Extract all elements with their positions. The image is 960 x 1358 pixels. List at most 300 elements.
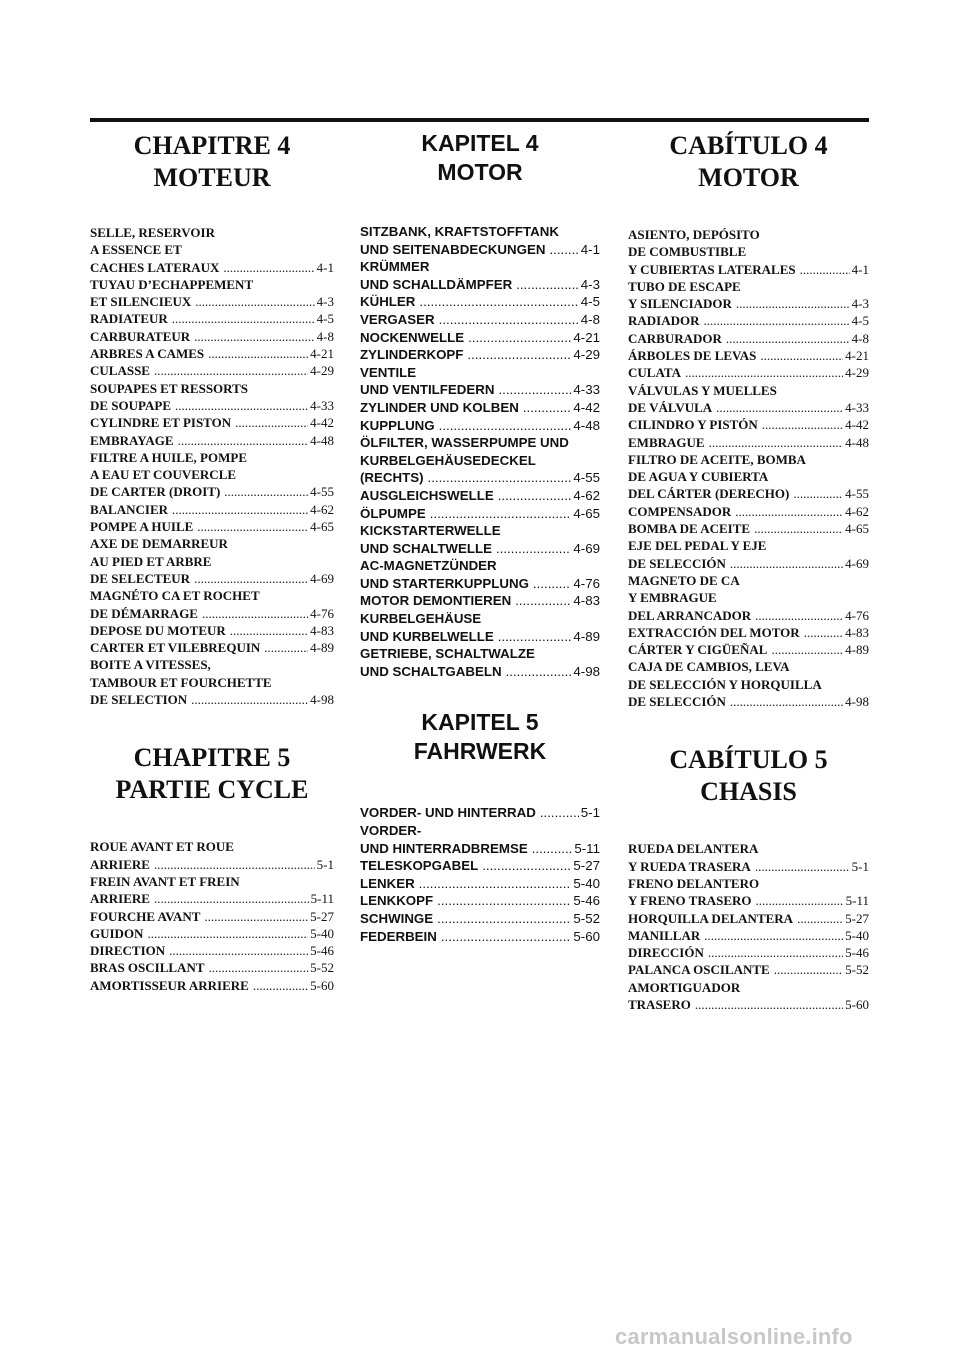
toc-entry-row	[628, 330, 869, 347]
dot-leader	[735, 503, 843, 520]
toc-entry[interactable]	[90, 224, 334, 276]
toc-entry-title-line: DIRECTION	[90, 943, 166, 959]
watermark-text: carmanualsonline.info	[615, 1324, 853, 1349]
dot-leader	[154, 890, 309, 907]
dot-leader	[209, 959, 309, 976]
toc-entry-page: 4-98	[845, 694, 869, 710]
column-spanish	[628, 124, 869, 1013]
toc-entry-page: 5-1	[580, 805, 600, 821]
toc-entry-page: 5-52	[845, 962, 869, 978]
toc-entry[interactable]	[90, 587, 334, 622]
toc-entry[interactable]	[90, 977, 334, 994]
toc-entry[interactable]	[90, 362, 334, 379]
toc-entry-title-line: RADIADOR	[628, 313, 700, 329]
dot-leader	[774, 961, 843, 978]
toc-entry[interactable]	[90, 535, 334, 587]
toc-entry-page: 4-76	[573, 575, 600, 591]
dot-leader	[194, 328, 315, 345]
toc-entry-row	[90, 925, 334, 942]
dot-leader	[437, 910, 571, 928]
toc-entry-page: 5-27	[573, 858, 600, 874]
toc-entry-title-line: (RECHTS)	[360, 470, 424, 486]
toc-entry-row	[628, 416, 869, 433]
toc-entry-page: 5-60	[310, 977, 334, 993]
toc-entry-row	[90, 259, 334, 276]
toc-entry-row	[360, 505, 600, 523]
toc-entry-title-line: DIRECCIÓN	[628, 945, 704, 961]
toc-entry-row	[90, 518, 334, 535]
toc-entry-page: 5-27	[310, 908, 334, 924]
toc-entry-title-line: ARBRES A CAMES	[90, 346, 205, 362]
toc-entry-page: 4-55	[845, 486, 869, 502]
dot-leader	[235, 414, 308, 431]
chapter-subtitle: PARTIE CYCLE	[115, 775, 309, 805]
chapter-title: KAPITEL 4	[421, 130, 539, 156]
toc-entry-row	[90, 414, 334, 431]
toc-entry-page: 4-69	[310, 570, 334, 586]
toc-entry-title-line: FILTRO DE ACEITE, BOMBA	[628, 451, 806, 467]
toc-entry-row	[90, 959, 334, 976]
toc-entry-title-line: SITZBANK, KRAFTSTOFFTANK	[360, 224, 559, 239]
toc-entry-title-line: CILINDRO Y PISTÓN	[628, 417, 758, 433]
toc-entry[interactable]	[360, 928, 600, 946]
toc-entry[interactable]	[628, 382, 869, 417]
toc-entry-row	[360, 346, 600, 364]
toc-entry[interactable]	[360, 892, 600, 910]
toc-entry[interactable]	[360, 364, 600, 399]
toc-entry-page: 4-69	[845, 555, 869, 571]
toc-entry[interactable]	[360, 399, 600, 417]
toc-entry[interactable]	[360, 505, 600, 523]
toc-entry[interactable]	[90, 959, 334, 976]
toc-entry[interactable]	[628, 312, 869, 329]
top-rule	[90, 118, 869, 122]
toc-entry-row	[628, 858, 869, 875]
toc-entry-title-line: ROUE AVANT ET ROUE	[90, 839, 234, 855]
toc-entry[interactable]	[90, 276, 334, 311]
toc-entry-row	[628, 364, 869, 381]
toc-entry-title-line: SELLE, RESERVOIR	[90, 225, 215, 240]
toc-entry-title-line: RUEDA DELANTERA	[628, 841, 759, 857]
dot-leader	[419, 293, 578, 311]
dot-leader	[264, 639, 308, 656]
toc-entry[interactable]	[628, 537, 869, 572]
toc-entry-row	[628, 503, 869, 520]
toc-entry-title-line: FRENO DELANTERO	[628, 875, 760, 891]
toc-entry-page: 4-62	[310, 501, 334, 517]
toc-list	[360, 223, 600, 680]
toc-entry[interactable]	[360, 875, 600, 893]
toc-entry-title-line: BRAS OSCILLANT	[90, 960, 205, 976]
toc-entry-row	[628, 641, 869, 658]
dot-leader	[515, 592, 571, 610]
dot-leader	[147, 925, 308, 942]
dot-leader	[202, 605, 308, 622]
chapter-heading	[90, 742, 334, 806]
toc-entry-title-line: DE VÁLVULA	[628, 399, 713, 415]
toc-entry-title-line: ARRIERE	[90, 856, 150, 872]
toc-entry[interactable]	[360, 610, 600, 645]
toc-entry-row	[628, 961, 869, 978]
toc-entry[interactable]	[628, 927, 869, 944]
toc-entry[interactable]	[628, 641, 869, 658]
toc-entry-page: 4-21	[310, 346, 334, 362]
toc-entry-title-line: DE COMBUSTIBLE	[628, 244, 747, 260]
toc-entry[interactable]	[90, 432, 334, 449]
toc-entry-row	[360, 293, 600, 311]
toc-entry[interactable]	[360, 329, 600, 347]
chapter-subtitle: MOTOR	[698, 163, 799, 192]
toc-entry[interactable]	[360, 434, 600, 487]
toc-entry-page: 4-69	[573, 540, 600, 556]
toc-entry-row	[90, 691, 334, 708]
dot-leader	[172, 501, 308, 518]
toc-entry[interactable]	[628, 416, 869, 433]
toc-entry-row	[628, 996, 869, 1013]
toc-entry-row	[628, 312, 869, 329]
toc-entry-row	[90, 483, 334, 500]
toc-entry-row	[360, 540, 600, 558]
toc-entry-row	[360, 840, 600, 858]
toc-entry-page: 4-21	[845, 348, 869, 364]
toc-entry-page: 4-76	[845, 607, 869, 623]
toc-entry[interactable]	[90, 380, 334, 415]
dot-leader	[730, 555, 843, 572]
toc-entry[interactable]	[628, 979, 869, 1014]
toc-entry-title-line: DE CARTER (DROIT)	[90, 484, 221, 500]
toc-entry-page: 4-29	[845, 365, 869, 381]
toc-entry-title-line: KUPPLUNG	[360, 417, 435, 433]
toc-entry-row	[628, 485, 869, 502]
toc-entry-row	[90, 328, 334, 345]
toc-entry-page: 4-83	[310, 622, 334, 638]
dot-leader	[175, 397, 308, 414]
toc-entry-title-line: KÜHLER	[360, 294, 416, 310]
toc-entry-title-line: DEPOSE DU MOTEUR	[90, 622, 226, 638]
toc-entry[interactable]	[90, 310, 334, 327]
toc-entry[interactable]	[360, 417, 600, 435]
toc-entry-row	[360, 892, 600, 910]
toc-entry-page: 4-65	[573, 505, 600, 521]
toc-entry-row	[360, 311, 600, 329]
toc-entry-title-line: EMBRAYAGE	[90, 432, 174, 448]
toc-entry-row	[90, 310, 334, 327]
toc-entry[interactable]	[90, 639, 334, 656]
dot-leader	[756, 892, 844, 909]
toc-entry-title-line: TRASERO	[628, 996, 691, 1012]
chapter-heading	[360, 708, 600, 766]
toc-entry-title-line: ZYLINDER UND KOLBEN	[360, 399, 519, 415]
toc-entry-title-line: VERGASER	[360, 311, 435, 327]
toc-entry-row	[360, 399, 600, 417]
toc-entry-title-line: Y EMBRAGUE	[628, 590, 717, 606]
toc-entry[interactable]	[628, 658, 869, 710]
toc-entry[interactable]	[360, 557, 600, 592]
toc-entry[interactable]	[360, 804, 600, 822]
dot-leader	[793, 485, 843, 502]
dot-leader	[204, 908, 308, 925]
toc-entry-page: 4-48	[573, 417, 600, 433]
dot-leader	[695, 996, 843, 1013]
toc-entry-page: 5-46	[573, 893, 600, 909]
dot-leader	[736, 295, 850, 312]
toc-entry-row	[90, 432, 334, 449]
toc-entry-title-line: DE AGUA Y CUBIERTA	[628, 469, 769, 485]
toc-entry-title-line: DEL ARRANCADOR	[628, 607, 752, 623]
toc-entry[interactable]	[628, 503, 869, 520]
toc-entry-row	[90, 362, 334, 379]
toc-entry[interactable]	[90, 345, 334, 362]
toc-entry-title-line: UND HINTERRADBREMSE	[360, 840, 528, 856]
toc-entry-title-line: KRÜMMER	[360, 259, 430, 275]
chapter-title: CHAPITRE 4	[133, 131, 291, 160]
dot-leader	[762, 416, 843, 433]
toc-entry-row	[628, 434, 869, 451]
dot-leader	[178, 432, 309, 449]
toc-entry-title-line: Y SILENCIADOR	[628, 296, 732, 312]
toc-entry-title-line: KURBELGEHÄUSE	[360, 611, 482, 627]
toc-entry-title-line: CAJA DE CAMBIOS, LEVA	[628, 659, 790, 675]
toc-entry[interactable]	[360, 346, 600, 364]
dot-leader	[516, 276, 579, 294]
toc-entry-title-line: UND VENTILFEDERN	[360, 382, 495, 398]
dot-leader	[549, 241, 578, 259]
toc-entry[interactable]	[628, 226, 869, 278]
toc-entry[interactable]	[628, 961, 869, 978]
chapter-subtitle: CHASIS	[700, 777, 797, 807]
toc-entry[interactable]	[628, 624, 869, 641]
toc-entry-title-line: NOCKENWELLE	[360, 329, 465, 345]
toc-entry-title-line: POMPE A HUILE	[90, 519, 194, 535]
toc-entry-row	[90, 501, 334, 518]
toc-entry-row	[628, 910, 869, 927]
toc-entry-page: 5-1	[851, 858, 869, 874]
dot-leader	[498, 628, 572, 646]
toc-entry-row	[360, 276, 600, 294]
toc-entry[interactable]	[628, 520, 869, 537]
toc-entry-row	[360, 469, 600, 487]
toc-entry[interactable]	[90, 622, 334, 639]
toc-entry[interactable]	[90, 908, 334, 925]
dot-leader	[523, 399, 572, 417]
toc-entry[interactable]	[90, 873, 334, 908]
toc-entry-row	[628, 261, 869, 278]
toc-entry-page: 4-89	[845, 642, 869, 658]
toc-entry-row	[90, 942, 334, 959]
dot-leader	[716, 399, 843, 416]
dot-leader	[468, 329, 571, 347]
toc-entry[interactable]	[628, 434, 869, 451]
toc-entry[interactable]	[90, 518, 334, 535]
toc-entry-title-line: VORDER-	[360, 823, 422, 839]
toc-entry-page: 4-42	[310, 415, 334, 431]
chapter-heading	[360, 129, 600, 187]
toc-entry-title-line: MAGNETO DE CA	[628, 572, 740, 588]
toc-entry-title-line: FILTRE A HUILE, POMPE	[90, 449, 247, 465]
dot-leader	[230, 622, 308, 639]
toc-entry-title-line: A EAU ET COUVERCLE	[90, 467, 237, 483]
toc-entry-page: 4-98	[310, 692, 334, 708]
toc-entry[interactable]	[628, 364, 869, 381]
toc-entry[interactable]	[628, 451, 869, 503]
dot-leader	[419, 875, 572, 893]
toc-entry-row	[90, 570, 334, 587]
toc-entry-page: 4-21	[573, 329, 600, 345]
toc-entry-row	[360, 875, 600, 893]
toc-entry-page: 5-11	[310, 891, 334, 907]
toc-entry-page: 4-3	[316, 294, 334, 310]
toc-entry[interactable]	[90, 449, 334, 501]
toc-entry-title-line: Y FRENO TRASERO	[628, 893, 752, 909]
toc-entry-title-line: FEDERBEIN	[360, 928, 437, 944]
toc-entry[interactable]	[90, 838, 334, 873]
chapter-subtitle: MOTOR	[437, 159, 523, 185]
toc-entry-row	[360, 928, 600, 946]
toc-entry-title-line: FOURCHE AVANT	[90, 908, 201, 924]
toc-entry-row	[360, 857, 600, 875]
toc-entry-title-line: SCHWINGE	[360, 911, 434, 926]
toc-entry-title-line: UND KURBELWELLE	[360, 628, 494, 644]
toc-entry[interactable]	[360, 822, 600, 857]
dot-leader	[754, 520, 843, 537]
toc-entry-title-line: CYLINDRE ET PISTON	[90, 415, 232, 431]
dot-leader	[496, 540, 571, 558]
toc-entry[interactable]	[628, 278, 869, 313]
toc-entry-title-line: GETRIEBE, SCHALTWALZE	[360, 646, 535, 662]
toc-entry[interactable]	[628, 572, 869, 624]
dot-leader	[208, 345, 308, 362]
chapter-heading	[628, 130, 869, 194]
toc-entry-row	[628, 555, 869, 572]
toc-entry-page: 5-11	[845, 893, 869, 909]
toc-entry-row	[90, 639, 334, 656]
toc-entry-row	[90, 908, 334, 925]
toc-entry-page: 4-48	[845, 434, 869, 450]
toc-entry-row	[360, 628, 600, 646]
toc-entry-row	[628, 944, 869, 961]
toc-entry-page: 5-40	[845, 927, 869, 943]
dot-leader	[708, 944, 843, 961]
toc-entry-page: 4-29	[310, 363, 334, 379]
toc-entry-title-line: EXTRACCIÓN DEL MOTOR	[628, 624, 800, 640]
chapter-heading	[90, 130, 334, 194]
toc-entry[interactable]	[360, 645, 600, 680]
toc-entry[interactable]	[360, 910, 600, 928]
toc-entry-title-line: CULASSE	[90, 363, 150, 379]
toc-entry[interactable]	[90, 942, 334, 959]
toc-entry[interactable]	[360, 223, 600, 258]
dot-leader	[191, 691, 308, 708]
toc-entry[interactable]	[628, 910, 869, 927]
toc-entry[interactable]	[90, 656, 334, 708]
dot-leader	[197, 518, 308, 535]
toc-entry[interactable]	[628, 840, 869, 875]
chapter-title: KAPITEL 5	[421, 709, 539, 736]
toc-entry-row	[628, 399, 869, 416]
toc-entry-title-line: EMBRAGUE	[628, 434, 705, 450]
dot-leader	[195, 293, 314, 310]
toc-entry-title-line: CARTER ET VILEBREQUIN	[90, 640, 261, 656]
toc-entry-page: 5-46	[310, 943, 334, 959]
toc-entry[interactable]	[360, 522, 600, 557]
toc-entry-title-line: Y RUEDA TRASERA	[628, 858, 751, 874]
dot-leader	[730, 693, 843, 710]
toc-entry-row	[90, 397, 334, 414]
toc-entry[interactable]	[360, 857, 600, 875]
toc-entry-title-line: TELESKOPGABEL	[360, 858, 479, 874]
toc-entry-row	[360, 241, 600, 259]
toc-entry[interactable]	[90, 925, 334, 942]
chapter-title: CHAPITRE 5	[133, 743, 291, 773]
toc-entry-row	[628, 520, 869, 537]
toc-entry-page: 4-5	[316, 311, 334, 327]
toc-entry[interactable]	[90, 414, 334, 431]
dot-leader	[704, 312, 850, 329]
toc-entry-row	[360, 417, 600, 435]
toc-entry[interactable]	[360, 293, 600, 311]
toc-entry-row	[360, 575, 600, 593]
toc-entry-page: 4-83	[845, 624, 869, 640]
toc-entry[interactable]	[360, 258, 600, 293]
toc-entry-row	[90, 622, 334, 639]
toc-entry-title-line: AUSGLEICHSWELLE	[360, 487, 494, 503]
toc-entry-title-line: DE SELECTEUR	[90, 570, 191, 586]
dot-leader	[224, 483, 308, 500]
dot-leader	[726, 330, 850, 347]
toc-entry-row	[360, 592, 600, 610]
dot-leader	[755, 858, 850, 875]
toc-entry[interactable]	[628, 875, 869, 910]
toc-entry-row	[360, 910, 600, 928]
toc-entry-row	[628, 607, 869, 624]
toc-entry-page: 5-1	[316, 856, 334, 872]
toc-entry-title-line: COMPENSADOR	[628, 503, 732, 519]
toc-entry-title-line: DEL CÁRTER (DERECHO)	[628, 486, 790, 502]
chapter-title: CABÍTULO 5	[669, 745, 828, 775]
toc-entry-title-line: ET SILENCIEUX	[90, 294, 192, 310]
toc-entry-title-line: VÁLVULAS Y MUELLES	[628, 382, 777, 398]
toc-entry[interactable]	[628, 944, 869, 961]
dot-leader	[437, 892, 571, 910]
toc-entry[interactable]	[360, 487, 600, 505]
toc-entry-title-line: MAGNÉTO CA ET ROCHET	[90, 588, 260, 604]
toc-entry[interactable]	[628, 347, 869, 364]
toc-entry-page: 5-46	[845, 945, 869, 961]
dot-leader	[540, 804, 579, 822]
toc-entry-page: 4-76	[310, 605, 334, 621]
toc-entry[interactable]	[90, 501, 334, 518]
toc-entry-title-line: AXE DE DEMARREUR	[90, 536, 228, 552]
toc-entry[interactable]	[90, 328, 334, 345]
toc-entry-title-line: Y CUBIERTAS LATERALES	[628, 261, 796, 277]
toc-entry[interactable]	[360, 592, 600, 610]
toc-entry-row	[360, 329, 600, 347]
toc-entry-title-line: ZYLINDERKOPF	[360, 347, 464, 363]
toc-entry[interactable]	[628, 330, 869, 347]
toc-entry-page: 4-89	[573, 628, 600, 644]
toc-entry-page: 4-55	[310, 484, 334, 500]
dot-leader	[771, 641, 843, 658]
toc-entry[interactable]	[360, 311, 600, 329]
toc-list	[628, 840, 869, 1013]
toc-entry-page: 4-8	[851, 330, 869, 346]
toc-entry-page: 4-33	[310, 397, 334, 413]
toc-entry-title-line: EJE DEL PEDAL Y EJE	[628, 538, 767, 554]
toc-entry-title-line: LENKER	[360, 875, 415, 891]
toc-entry-page: 4-65	[310, 519, 334, 535]
toc-entry-page: 5-27	[845, 910, 869, 926]
toc-entry-title-line: DE SELECTION	[90, 692, 188, 708]
